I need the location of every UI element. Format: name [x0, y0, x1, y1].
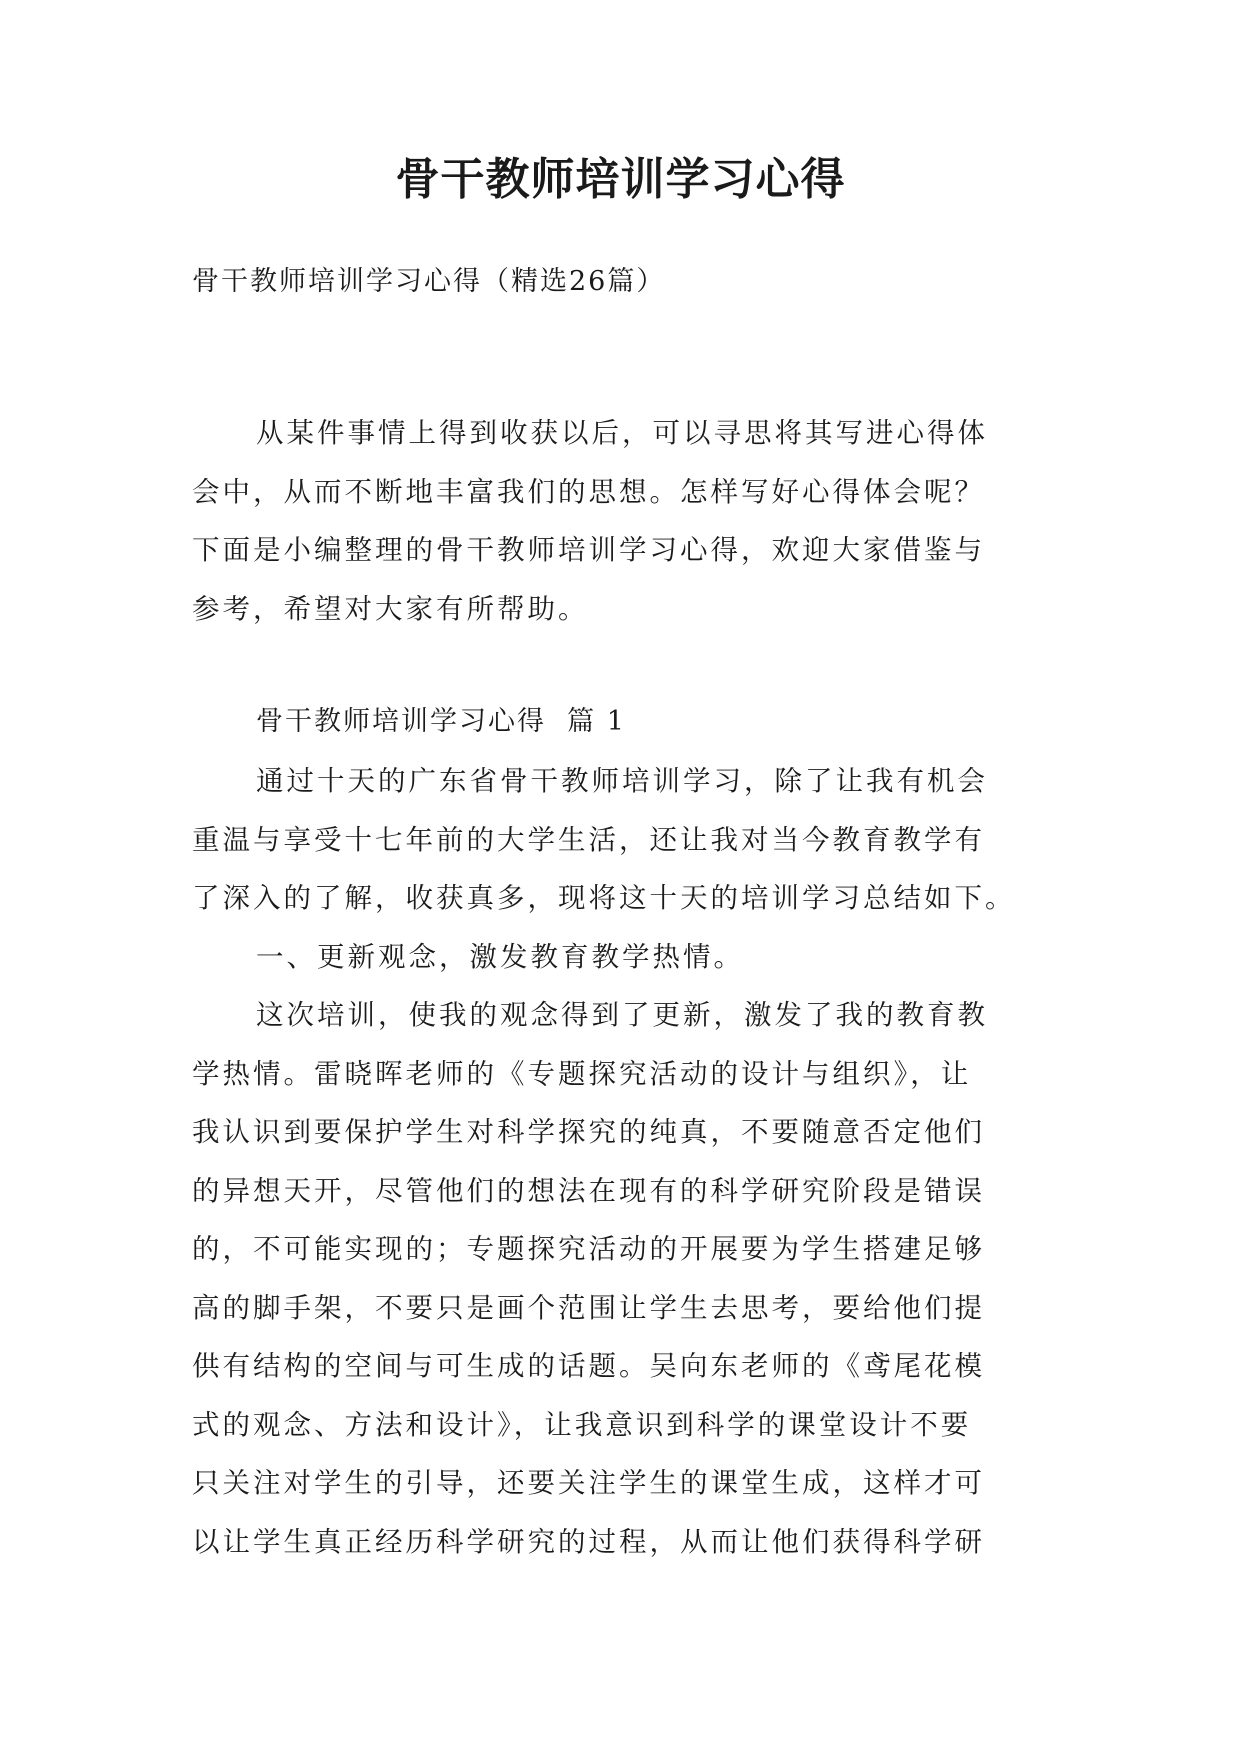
document-subtitle: 骨干教师培训学习心得（精选26篇）	[192, 266, 666, 297]
body-line: 的异想天开，尽管他们的想法在现有的科学研究阶段是错误	[192, 1174, 985, 1207]
body-line: 重温与享受十七年前的大学生活，还让我对当今教育教学有	[192, 823, 985, 856]
body-line: 通过十天的广东省骨干教师培训学习，除了让我有机会	[256, 765, 988, 797]
body-line: 供有结构的空间与可生成的话题。吴向东老师的《鸢尾花模	[192, 1350, 985, 1382]
body-line: 了深入的了解，收获真多，现将这十天的培训学习总结如下。	[192, 882, 1016, 914]
body-line: 一、更新观念，激发教育教学热情。	[256, 940, 744, 973]
body-line: 式的观念、方法和设计》，让我意识到科学的课堂设计不要	[192, 1408, 972, 1441]
intro-line: 参考，希望对大家有所帮助。	[192, 592, 589, 625]
body-line: 的，不可能实现的；专题探究活动的开展要为学生搭建足够	[192, 1233, 985, 1265]
intro-paragraph	[192, 404, 1052, 638]
body-line: 以让学生真正经历科学研究的过程，从而让他们获得科学研	[192, 1525, 985, 1558]
body-line: 只关注对学生的引导，还要关注学生的课堂生成，这样才可	[192, 1467, 985, 1499]
body-line: 我认识到要保护学生对科学探究的纯真，不要随意否定他们	[192, 1116, 985, 1148]
intro-line: 从某件事情上得到收获以后，可以寻思将其写进心得体	[256, 417, 988, 449]
intro-line: 会中，从而不断地丰富我们的思想。怎样写好心得体会呢？	[192, 475, 985, 508]
body-paragraph	[192, 752, 1052, 1571]
document-title: 骨干教师培训学习心得	[395, 154, 846, 205]
body-line: 学热情。雷晓晖老师的《专题探究活动的设计与组织》，让	[192, 1057, 972, 1090]
body-line: 高的脚手架，不要只是画个范围让学生去思考，要给他们提	[192, 1291, 985, 1324]
body-line: 这次培训，使我的观念得到了更新，激发了我的教育教	[256, 999, 988, 1031]
intro-line: 下面是小编整理的骨干教师培训学习心得，欢迎大家借鉴与	[192, 534, 985, 566]
section-heading: 骨干教师培训学习心得 篇 1	[256, 706, 626, 737]
